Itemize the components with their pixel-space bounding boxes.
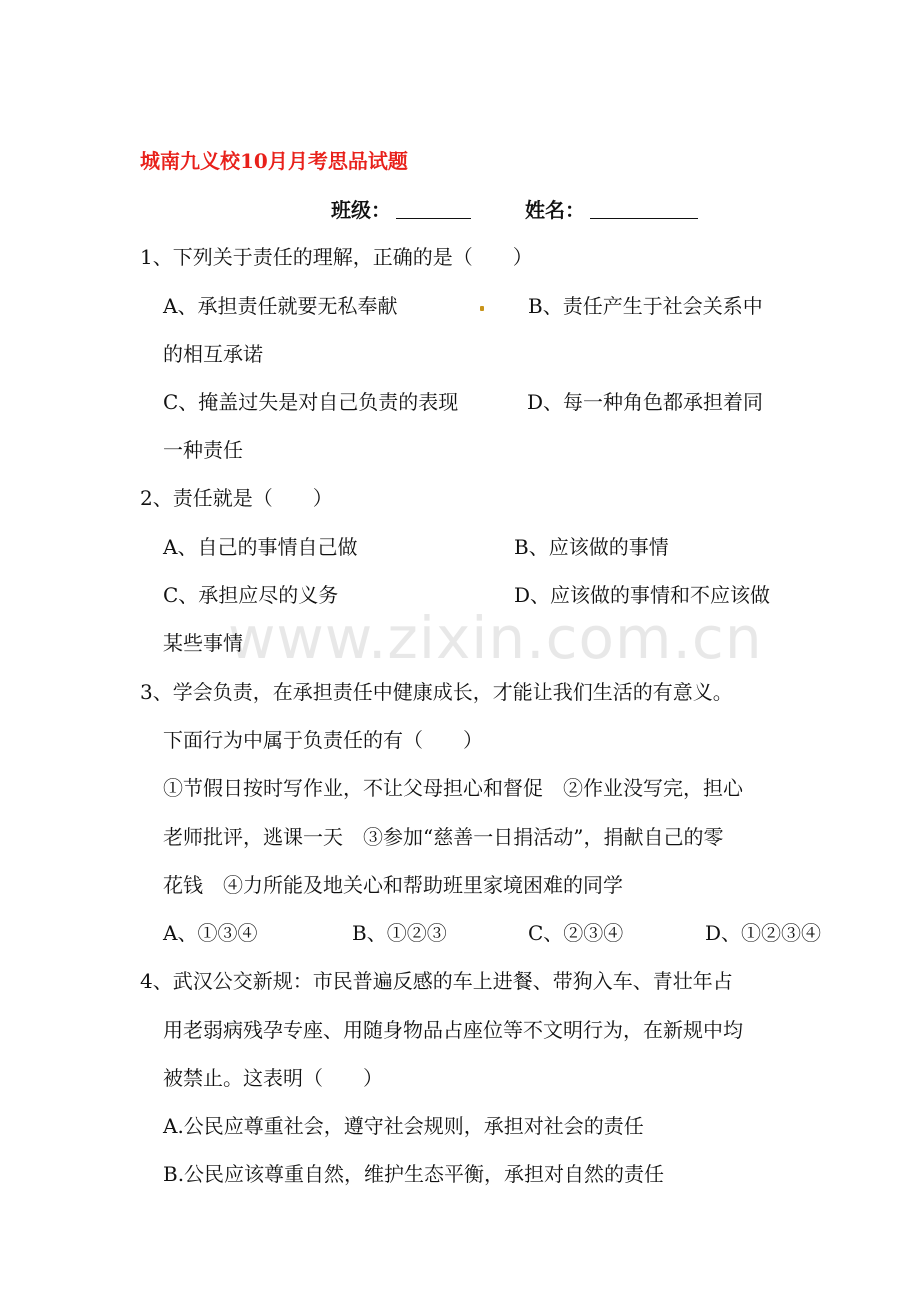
question-1-option-b-cont: 的相互承诺: [163, 342, 263, 366]
class-label: 班级：: [331, 198, 391, 222]
question-3-statement-line-3: 花钱 ④力所能及地关心和帮助班里家境困难的同学: [163, 873, 623, 897]
question-3-option-d: D、①②③④: [705, 921, 822, 945]
question-2-option-d: D、应该做的事情和不应该做: [514, 583, 771, 607]
question-4-option-a: A.公民应尊重社会，遵守社会规则，承担对社会的责任: [163, 1114, 644, 1138]
name-label: 姓名：: [525, 198, 585, 222]
question-4-stem-cont-2: 被禁止。这表明（ ）: [163, 1066, 383, 1090]
class-blank[interactable]: [396, 218, 471, 219]
question-3-statement-line-2: 老师批评，逃课一天 ③参加“慈善一日捐活动”，捐献自己的零: [163, 825, 724, 849]
question-2-option-d-cont: 某些事情: [163, 631, 243, 655]
question-4-option-b: B.公民应该尊重自然，维护生态平衡，承担对自然的责任: [163, 1162, 665, 1186]
question-1-stem: 1、下列关于责任的理解，正确的是（ ）: [140, 245, 533, 269]
question-4-stem: 4、武汉公交新规：市民普遍反感的车上进餐、带狗入车、青壮年占: [140, 969, 733, 993]
question-1-option-c: C、掩盖过失是对自己负责的表现: [163, 390, 459, 414]
question-4-stem-cont-1: 用老弱病残孕专座、用随身物品占座位等不文明行为，在新规中均: [163, 1018, 743, 1042]
name-blank[interactable]: [590, 218, 698, 219]
question-2-stem: 2、责任就是（ ）: [140, 486, 333, 510]
question-3-stem: 3、学会负责，在承担责任中健康成长，才能让我们生活的有意义。: [140, 680, 733, 704]
question-1-option-d-cont: 一种责任: [163, 438, 243, 462]
question-2-option-c: C、承担应尽的义务: [163, 583, 339, 607]
stray-dot: [480, 306, 484, 311]
question-1-option-b: B、责任产生于社会关系中: [528, 294, 763, 318]
question-2-option-a: A、自己的事情自己做: [163, 535, 358, 559]
question-3-statement-line-1: ①节假日按时写作业，不让父母担心和督促 ②作业没写完，担心: [163, 776, 743, 800]
watermark: www.zixin.com.cn: [228, 604, 763, 672]
question-1-option-a: A、承担责任就要无私奉献: [163, 294, 398, 318]
question-1-option-d: D、每一种角色都承担着同: [527, 390, 764, 414]
question-3-option-c: C、②③④: [528, 921, 624, 945]
question-2-option-b: B、应该做的事情: [514, 535, 669, 559]
question-3-option-b: B、①②③: [352, 921, 447, 945]
question-3-option-a: A、①③④: [163, 921, 258, 945]
page-title: 城南九义校10月月考思品试题: [140, 149, 408, 173]
question-3-stem-cont: 下面行为中属于负责任的有（ ）: [163, 728, 483, 752]
